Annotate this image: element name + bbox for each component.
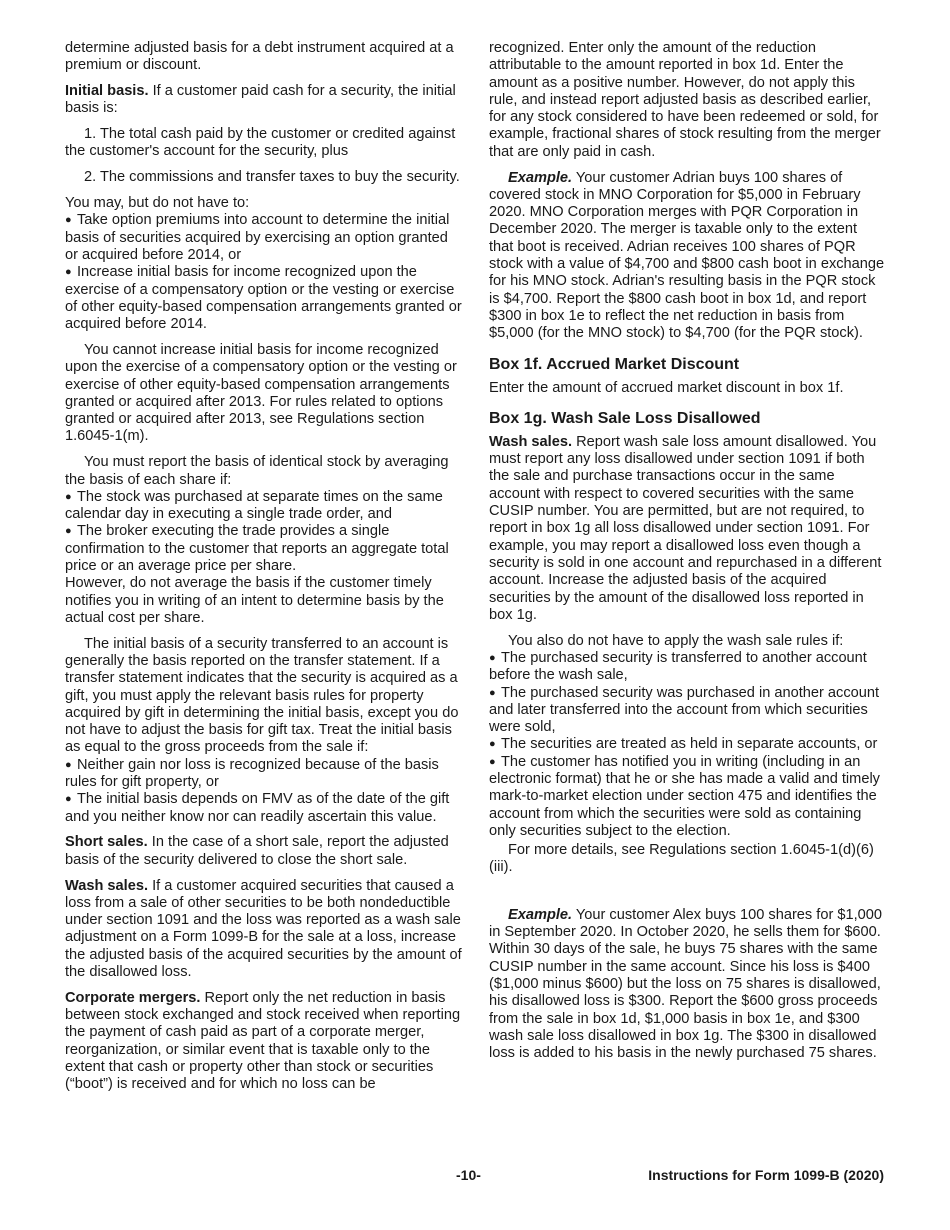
paragraph-text: If a customer paid cash for a security, the initial basis is:	[65, 83, 456, 117]
run-in-heading: Example.	[508, 906, 573, 923]
bullet-text: Neither gain nor loss is recognized because of the basis rules for gift property, or	[65, 756, 439, 791]
paragraph-text: Your customer Adrian buys 100 shares of covered stock in MNO Corporation for $5,000 in February 2020. MNO Corporation merges with PQR Corporation in December 2020. The merger is taxable only to the extent that boot is received. Adrian receives 100 shares of PQR stock with a value of $4,700 and $800 cash boot in exchange for his MNO stock. Adrian's resulting basis in the PQR stock is $4,700. Report the $800 cash boot in box 1d, and report $300 in box 1e to reflect the net reduction in basis from $5,000 (for the MNO stock) to $4,700 (for the PQR stock).	[489, 169, 885, 342]
numbered-item: 1. The total cash paid by the customer or credited against the customer's account for the security, plus	[65, 126, 456, 160]
paragraph: The initial basis of a security transferred to an account is generally the basis reported on the transfer statement. If a transfer statement indicates that the security is acquired as a gift, you must apply the relevant basis rules for property acquired by gift in determining the initial basis, except you do not have to adjust the basis for gift tax. Treat the initial basis as equal to the gross proceeds from the sale if:	[65, 635, 459, 756]
bullet-icon: ●	[489, 686, 496, 699]
bullet-text: The stock was purchased at separate times on the same calendar day in executing a single trade order, and	[65, 488, 443, 523]
bullet-icon: ●	[489, 738, 496, 751]
section-heading: Box 1g. Wash Sale Loss Disallowed	[489, 409, 761, 427]
bullet-icon: ●	[65, 758, 72, 771]
corporate-mergers-paragraph	[65, 990, 463, 1094]
run-in-heading: Wash sales.	[65, 877, 149, 894]
wash-sales-paragraph	[65, 878, 463, 982]
paragraph-text: In the case of a short sale, report the adjusted basis of the security delivered to close the short sale.	[65, 834, 449, 868]
bullet-icon: ●	[65, 793, 72, 806]
section-heading: Box 1f. Accrued Market Discount	[489, 355, 740, 373]
bullet-text: The initial basis depends on FMV as of the date of the gift and you neither know nor can readily ascertain this value.	[65, 791, 450, 825]
run-in-heading: Wash sales.	[489, 433, 573, 450]
bullet-text: The customer has notified you in writing (including in an electronic format) that he or she has made a valid and timely mark-to-market election under section 475 and identifies the account from which the securities were sold as containing only securities subject to the election.	[489, 753, 880, 839]
bullet-item	[489, 736, 885, 753]
right-column	[489, 40, 885, 1071]
bullet-text: The securities are treated as held in separate accounts, or	[501, 736, 878, 753]
bullet-icon: ●	[65, 214, 72, 227]
paragraph: You may, but do not have to:	[65, 195, 250, 212]
bullet-item	[65, 212, 463, 264]
paragraph: determine adjusted basis for a debt instrument acquired at a premium or discount.	[65, 40, 454, 74]
bullet-item	[65, 791, 463, 826]
paragraph-text: Report wash sale loss amount disallowed. You must report any loss disallowed under section 1091 if both the sale and purchase transactions occur in the same account with respect to covered securities with the same CUSIP number. You are permitted, but are not required, to report in box 1g all loss disallowed under section 1091. For example, you may report a disallowed loss even though a security is sold in one account and repurchased in a different account. Increase the adjusted basis of the acquired securities by the amount of the disallowed loss reported in box 1g.	[489, 433, 882, 623]
paragraph: You must report the basis of identical stock by averaging the basis of each share if:	[65, 454, 449, 488]
paragraph: For more details, see Regulations section 1.6045-1(d)(6)(iii).	[489, 842, 874, 876]
bullet-item	[489, 754, 885, 840]
paragraph-text: Report only the net reduction in basis between stock exchanged and stock received when reporting the payment of cash paid as part of a corporate merger, reorganization, or similar event that is taxable only to the extent that cash or property other than stock or securities (“boot”) is received and for which no loss can be	[65, 989, 461, 1093]
bullet-item	[489, 685, 885, 737]
paragraph: However, do not average the basis if the customer timely notifies you in writing of an intent to determine basis by the actual cost per share.	[65, 575, 444, 626]
bullet-text: The purchased security is transferred to another account before the wash sale,	[489, 649, 867, 684]
paragraph: recognized. Enter only the amount of the reduction attributable to the amount reported in box 1d. Enter the amount as a positive number. However, do not apply this rule, and instead report adjusted basis as described earlier, for any stock considered to have been redeemed or sold, for example, fractional shares of stock resulting from the merger that are only paid in cash.	[489, 40, 881, 160]
bullet-text: Take option premiums into account to determine the initial basis of securities acquired by exercising an option granted or acquired before 2014, or	[65, 212, 450, 263]
bullet-icon: ●	[65, 266, 72, 279]
paragraph: You also do not have to apply the wash sale rules if:	[508, 632, 844, 649]
paragraph-text: If a customer acquired securities that caused a loss from a sale of other securities to be both nondeductible under section 1091 and the loss was reported as a wash sale adjustment on a Form 1099-B for the sale at a loss, increase the adjusted basis of the acquired securities by the amount of the disallowed loss.	[65, 877, 462, 981]
page-number: -10-	[456, 1167, 481, 1183]
bullet-item	[489, 650, 885, 685]
bullet-item	[65, 523, 463, 575]
short-sales-paragraph	[65, 834, 463, 869]
run-in-heading: Example.	[508, 169, 573, 186]
run-in-heading: Short sales.	[65, 834, 148, 851]
run-in-heading: Initial basis.	[65, 83, 149, 100]
numbered-item: 2. The commissions and transfer taxes to buy the security.	[84, 169, 460, 186]
document-title: Instructions for Form 1099-B (2020)	[648, 1167, 884, 1183]
left-column	[65, 40, 463, 1102]
bullet-icon: ●	[489, 755, 496, 768]
bullet-icon: ●	[65, 525, 72, 538]
bullet-item	[65, 489, 463, 524]
bullet-item	[65, 757, 463, 792]
bullet-text: The purchased security was purchased in another account and later transferred into the account from which securities were sold,	[489, 684, 880, 736]
initial-basis-paragraph	[65, 83, 463, 118]
bullet-icon: ●	[489, 651, 496, 664]
bullet-icon: ●	[65, 490, 72, 503]
bullet-item	[65, 264, 463, 333]
paragraph: You cannot increase initial basis for income recognized upon the exercise of a compensatory option or the vesting or exercise of other equity-based compensation arrangements granted or acquired after 2013. For rules related to options granted or acquired after 2013, see Regulations section 1.6045-1(m).	[65, 341, 457, 445]
paragraph-text: Your customer Alex buys 100 shares for $1,000 in September 2020. In October 2020, he sells them for $600. Within 30 days of the sale, he buys 75 shares with the same CUSIP number in the same account. Since his loss is $400 ($1,000 minus $600) but the loss on 75 shares is disallowed, his disallowed loss is $300. Report the $600 gross proceeds from the sale in box 1d, $1,000 basis in box 1e, and $300 wash sale loss disallowed in box 1g. The $300 in disallowed loss is added to his basis in the newly purchased 75 shares.	[489, 906, 882, 1062]
wash-sales-paragraph	[489, 434, 885, 624]
run-in-heading: Corporate mergers.	[65, 989, 201, 1006]
example-paragraph	[489, 907, 885, 1063]
example-paragraph	[489, 170, 885, 343]
bullet-text: The broker executing the trade provides a single confirmation to the customer that reports an aggregate total price or an average price per share.	[65, 523, 449, 575]
paragraph: Enter the amount of accrued market discount in box 1f.	[489, 379, 844, 396]
bullet-text: Increase initial basis for income recognized upon the exercise of a compensatory option or the vesting or exercise of other equity-based compensation arrangements granted or acquired before 2014.	[65, 264, 462, 333]
